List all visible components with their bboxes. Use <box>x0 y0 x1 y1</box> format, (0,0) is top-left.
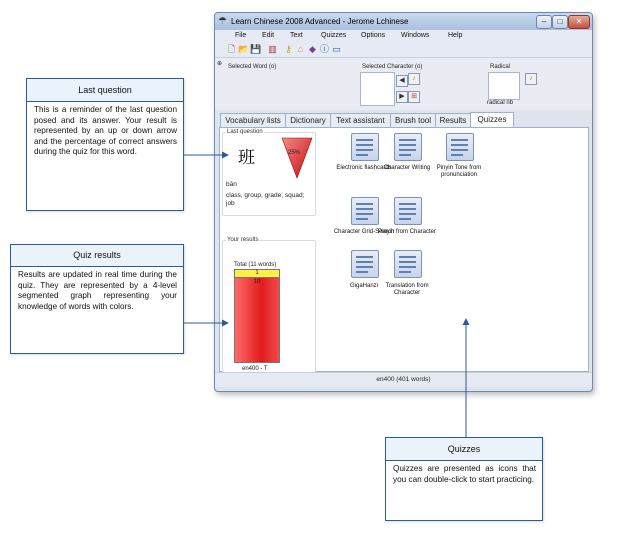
question-meaning: class, group, grade; squad; job <box>226 192 305 207</box>
minimize-button[interactable]: – <box>536 15 552 29</box>
selected-word-label: Selected Word (o) <box>228 64 277 70</box>
maximize-button[interactable]: □ <box>552 15 568 29</box>
tab-dictionary[interactable]: Dictionary <box>285 113 331 127</box>
last-question-callout-title: Last question <box>27 79 183 102</box>
quiz-label[interactable]: GigaHanzi <box>349 283 378 289</box>
quizzes-callout-title: Quizzes <box>386 438 542 461</box>
quiz-label[interactable]: Electronic flashcards <box>336 165 392 171</box>
quiz-label[interactable]: Translation from Character <box>385 283 429 296</box>
radical-nb-label: radical nb <box>487 100 514 106</box>
pin-icon[interactable]: ⊕ <box>217 61 223 67</box>
tab-vocabulary-lists[interactable]: Vocabulary lists <box>220 113 286 127</box>
books-icon[interactable]: ▥ <box>268 44 277 54</box>
new-file-icon[interactable]: 🗋 <box>227 44 236 54</box>
quiz-results-callout-title: Quiz results <box>11 245 183 267</box>
window-title: Learn Chinese 2008 Advanced - Jerome Lchinese <box>231 17 409 26</box>
quiz-label[interactable]: Pinyin from Character <box>377 229 437 235</box>
open-folder-icon[interactable]: 📂 <box>238 44 250 54</box>
menu-help[interactable]: Help <box>448 32 463 39</box>
question-character: 班 <box>238 148 255 168</box>
quiz-label[interactable]: Character Writing <box>383 165 431 171</box>
selected-character-label: Selected Character (o) <box>362 64 423 70</box>
menu-file[interactable]: File <box>235 32 247 39</box>
last-question-callout-body: This is a reminder of the last question posed and its answer. Your result is represented by an up or down arrow and the percentage of correct answers during the quiz for this word. <box>34 105 177 157</box>
question-percent: 25% <box>288 150 301 156</box>
menu-quizzes[interactable]: Quizzes <box>321 32 347 39</box>
chat-icon[interactable]: ▭ <box>332 44 341 54</box>
sound-icon[interactable]: ♪ <box>408 73 420 85</box>
last-question-callout <box>26 78 184 211</box>
tab-quizzes[interactable]: Quizzes <box>470 112 514 127</box>
tab-results[interactable]: Results <box>435 113 471 127</box>
save-icon[interactable]: 💾 <box>250 44 262 54</box>
menu-text[interactable]: Text <box>290 32 303 39</box>
last-question-label: Last question <box>227 129 263 135</box>
quiz-label[interactable]: Character Grid-Search <box>333 229 395 235</box>
radical-sound-icon[interactable]: ♪ <box>525 73 537 85</box>
quizzes-callout-body: Quizzes are presented as icons that you can double-click to start practicing. <box>393 464 536 484</box>
results-list-name: en400 - T <box>242 366 268 372</box>
close-button[interactable]: ✕ <box>568 15 590 29</box>
radical-label: Radical <box>490 64 511 70</box>
quiz-results-callout <box>10 244 184 354</box>
key-icon[interactable]: ⚷ <box>285 44 292 54</box>
previous-character-button[interactable]: ◀ <box>396 75 408 87</box>
tab-text-assistant[interactable]: Text assistant <box>330 113 391 127</box>
app-logo-icon: ☂ <box>218 16 227 27</box>
your-results-label: Your results <box>227 237 259 243</box>
grid-icon[interactable]: ⊞ <box>408 91 420 103</box>
home-icon[interactable]: ⌂ <box>297 44 304 54</box>
menu-edit[interactable]: Edit <box>262 32 275 39</box>
results-segment-known: 1 <box>234 269 280 278</box>
results-segment-unknown: 10 <box>234 277 280 363</box>
info-icon[interactable]: ⓘ <box>319 44 329 54</box>
results-total-label: Total (11 words) <box>234 262 277 268</box>
quiz-results-callout-body: Results are updated in real time during the quiz. They are represented by a 4-level segmented graph representing your knowledge of words with colors. <box>18 270 177 311</box>
quizzes-callout <box>385 437 543 521</box>
menu-windows[interactable]: Windows <box>401 32 430 39</box>
status-text: en400 (401 words) <box>376 376 431 383</box>
quiz-label[interactable]: Pinyin Tone from pronunciation <box>436 165 482 178</box>
tab-brush-tool[interactable]: Brush tool <box>390 113 436 127</box>
menu-options[interactable]: Options <box>361 32 386 39</box>
next-character-button[interactable]: ▶ <box>396 91 408 103</box>
question-pinyin: bān <box>226 181 237 188</box>
palette-icon[interactable]: ◆ <box>309 44 316 54</box>
